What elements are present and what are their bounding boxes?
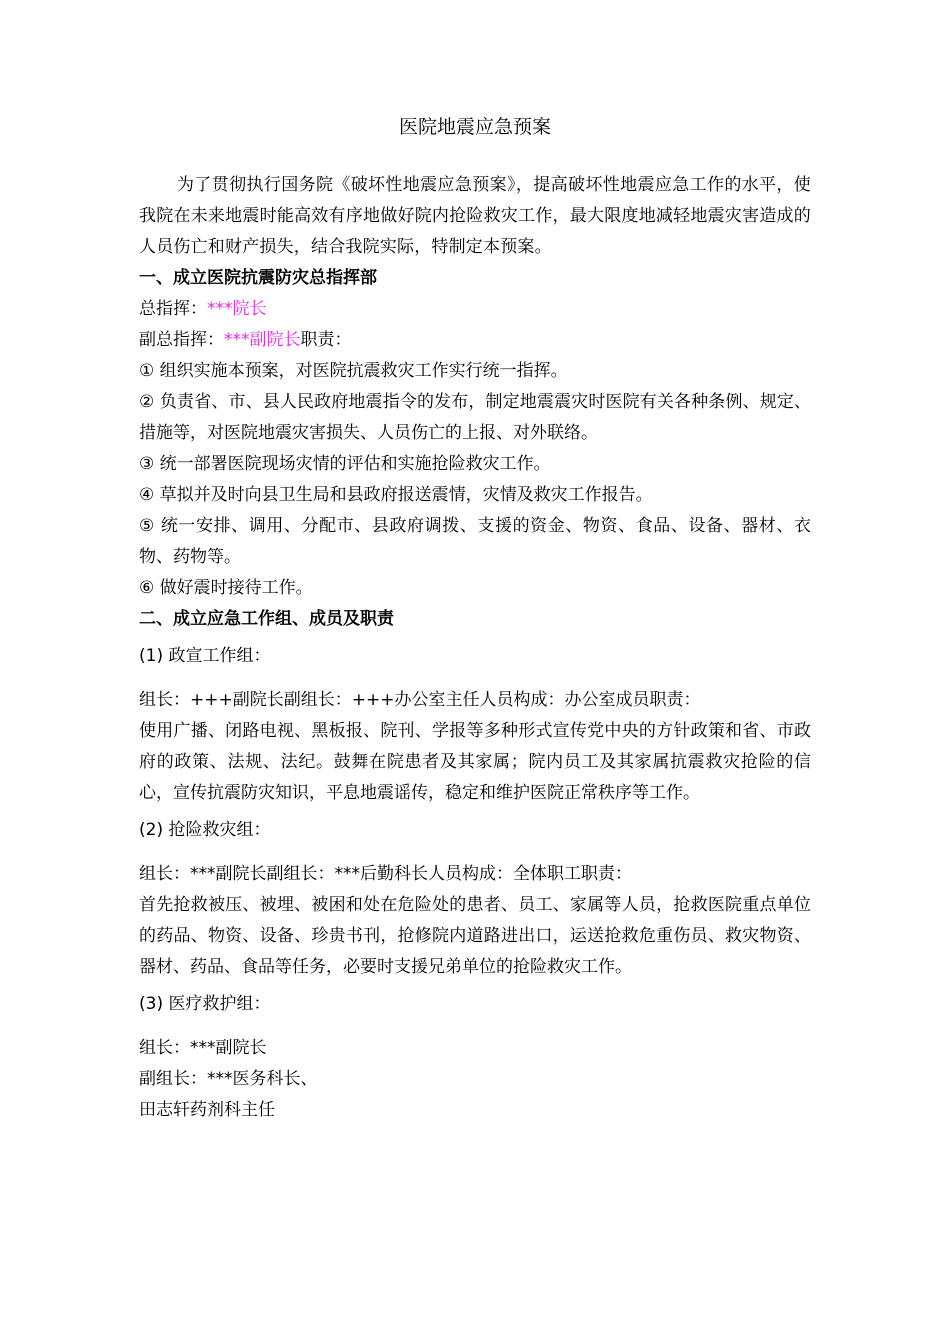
group-2-members: 组长：***副院长副组长：***后勤科长人员构成：全体职工职责：: [139, 864, 632, 884]
group-3-leader: 组长：***副院长: [139, 1038, 267, 1058]
duty-item-6: ⑥ 做好震时接待工作。: [139, 578, 313, 598]
document-body: [139, 170, 811, 1126]
deputy-commander-label: 副总指挥：: [139, 330, 224, 350]
commander-value: ***院长: [207, 299, 267, 319]
intro-paragraph: 为了贯彻执行国务院《破坏性地震应急预案》，提高破坏性地震应急工作的水平，使我院在未来地震时能高效有序地做好院内抢险救灾工作，最大限度地减轻地震灾害造成的人员伤亡和财产损失，结合我院实际，特制定本预案。: [139, 175, 811, 257]
group-1-name: (1) 政宣工作组：: [139, 646, 271, 666]
group-3-name: (3) 医疗救护组：: [139, 994, 271, 1014]
group-1-members: 组长：+++副院长副组长：+++办公室主任人员构成：办公室成员职责：: [139, 690, 701, 710]
duty-item-2: ② 负责省、市、县人民政府地震指令的发布，制定地震震灾时医院有关各种条例、规定、措施等，对医院地震灾害损失、人员伤亡的上报、对外联络。: [139, 392, 811, 443]
group-2-name: (2) 抢险救灾组：: [139, 820, 271, 840]
duty-item-3: ③ 统一部署医院现场灾情的评估和实施抢险救灾工作。: [139, 454, 551, 474]
section-2-heading: 二、成立应急工作组、成员及职责: [139, 609, 394, 629]
duty-item-4: ④ 草拟并及时向县卫生局和县政府报送震情，灾情及救灾工作报告。: [139, 485, 653, 505]
deputy-commander-line: [139, 325, 811, 356]
group-1-duty: 使用广播、闭路电视、黑板报、院刊、学报等多种形式宣传党中央的方针政策和省、市政府的政策、法规、法纪。鼓舞在院患者及其家属；院内员工及其家属抗震救灾抢险的信心，宣传抗震防灾知识，平息地震谣传，稳定和维护医院正常秩序等工作。: [139, 721, 811, 803]
commander-label: 总指挥：: [139, 299, 207, 319]
group-3-deputy: 副组长：***医务科长、: [139, 1069, 318, 1089]
deputy-commander-value: ***副院长: [224, 330, 301, 350]
duty-item-5: ⑤ 统一安排、调用、分配市、县政府调拨、支援的资金、物资、食品、设备、器材、衣物、药物等。: [139, 516, 811, 567]
duty-item-1: ① 组织实施本预案，对医院抗震救灾工作实行统一指挥。: [139, 361, 568, 381]
group-3-member: 田志轩药剂科主任: [139, 1100, 275, 1120]
duties-label: 职责：: [300, 330, 352, 350]
section-1-heading: 一、成立医院抗震防灾总指挥部: [139, 268, 377, 288]
document-title: 医院地震应急预案: [398, 116, 551, 138]
group-2-duty: 首先抢救被压、被埋、被困和处在危险处的患者、员工、家属等人员，抢救医院重点单位的药品、物资、设备、珍贵书刊，抢修院内道路进出口，运送抢救危重伤员、救灾物资、器材、药品、食品等任务，必要时支援兄弟单位的抢险救灾工作。: [139, 895, 811, 977]
commander-line: [139, 294, 811, 325]
